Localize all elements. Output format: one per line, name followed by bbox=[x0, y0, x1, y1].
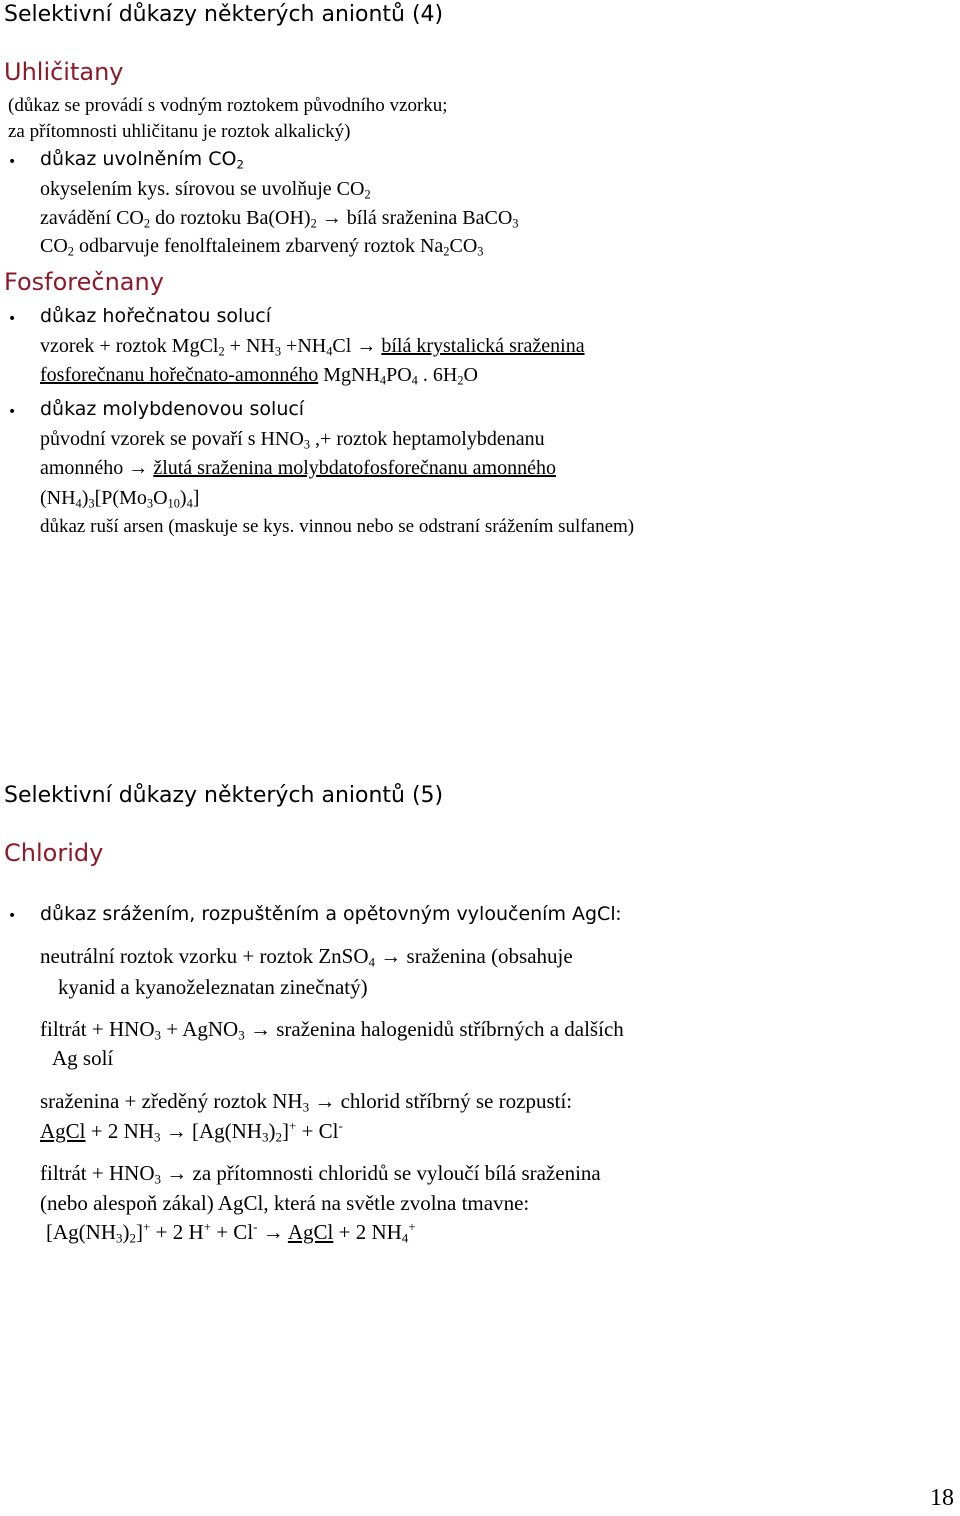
chloride-test-heading: důkaz srážením, rozpuštěním a opětovným vyloučením AgCl: bbox=[40, 903, 622, 925]
nitric-step-line1: filtrát + $HNO_3$ → za přítomnosti chloridů se vyloučí bílá sraženina bbox=[40, 1161, 601, 1187]
silver-step-line2: Ag solí bbox=[52, 1046, 114, 1070]
zinc-step-line1: neutrální roztok vzorku + roztok ZnSO$_4$ → sraženina (obsahuje bbox=[40, 944, 573, 970]
magnesia-test-heading: důkaz hořečnatou solucí bbox=[40, 305, 272, 327]
carbonates-note-line1: (důkaz se provádí s vodným roztokem původního vzorku; bbox=[8, 95, 448, 116]
bullet-icon: • bbox=[8, 311, 17, 327]
slide4-title: Selektivní důkazy některých aniontů (4) bbox=[4, 2, 444, 27]
co2-line-acidify: okyselením kys. sírovou se uvolňuje $CO_2$ bbox=[40, 178, 371, 202]
bullet-icon: • bbox=[8, 404, 17, 420]
silver-step-line1: filtrát + $HNO_3$ + AgNO$_3$ → sraženina halogenidů stříbrných a dalších bbox=[40, 1017, 624, 1043]
co2-line-phenolphthalein: $CO_2$ odbarvuje fenolftaleinem zbarvený roztok $Na_2CO_3$ bbox=[40, 235, 484, 259]
molybdenum-test-line2: amonného → žlutá sraženina molybdatofosforečnanu amonného bbox=[40, 457, 556, 479]
ammonia-step-line1: sraženina + zředěný roztok $NH_3$ → chlorid stříbrný se rozpustí: bbox=[40, 1089, 573, 1115]
co2-release-heading: důkaz uvolněním $CO_2$ bbox=[40, 148, 244, 172]
bullet-icon: • bbox=[8, 908, 17, 924]
arsenic-interference-note: důkaz ruší arsen (maskuje se kys. vinnou nebo se odstraní srážením sulfanem) bbox=[40, 516, 635, 537]
molybdenum-test-line1: původní vzorek se povaří s $HNO_3$ ,+ roztok heptamolybdenanu bbox=[40, 428, 545, 452]
nitric-step-line2: (nebo alespoň zákal) AgCl, která na světle zvolna tmavne: bbox=[40, 1191, 530, 1215]
co2-line-baoh2: zavádění $CO_2$ do roztoku $Ba(OH)_2$ → bílá sraženina BaCO$_3$ bbox=[40, 207, 519, 231]
carbonates-note-line2: za přítomnosti uhličitanu je roztok alkalický) bbox=[8, 121, 351, 142]
carbonates-heading: Uhličitany bbox=[4, 58, 124, 86]
magnesia-test-line1: vzorek + roztok MgCl$_2$ + $NH_3 +NH_4Cl$ → bílá krystalická sraženina bbox=[40, 335, 585, 359]
magnesia-test-line2: fosforečnanu hořečnato-amonného $MgNH_4PO_4$ . $6H_2O$ bbox=[40, 364, 478, 388]
slide5-title: Selektivní důkazy některých aniontů (5) bbox=[4, 783, 444, 808]
molybdenum-test-heading: důkaz molybdenovou solucí bbox=[40, 398, 305, 420]
bullet-icon: • bbox=[8, 154, 17, 170]
phosphates-heading: Fosforečnany bbox=[4, 268, 164, 296]
ammonia-step-equation: AgCl + 2 $NH_3 \to [Ag(NH_3)_2]^+ + Cl^-$ bbox=[40, 1118, 343, 1145]
chlorides-heading: Chloridy bbox=[4, 839, 104, 867]
molybdenum-formula: $(NH_4)_3[P(Mo_3O_{10})_4]$ bbox=[40, 487, 200, 511]
page-number: 18 bbox=[930, 1485, 954, 1511]
nitric-step-equation: $[Ag(NH_3)_2]^+ + 2$ H+ + Cl- → AgCl + 2 $NH_4^+$ bbox=[46, 1219, 416, 1246]
zinc-step-line2: kyanid a kyanoželeznatan zinečnatý) bbox=[58, 975, 368, 999]
